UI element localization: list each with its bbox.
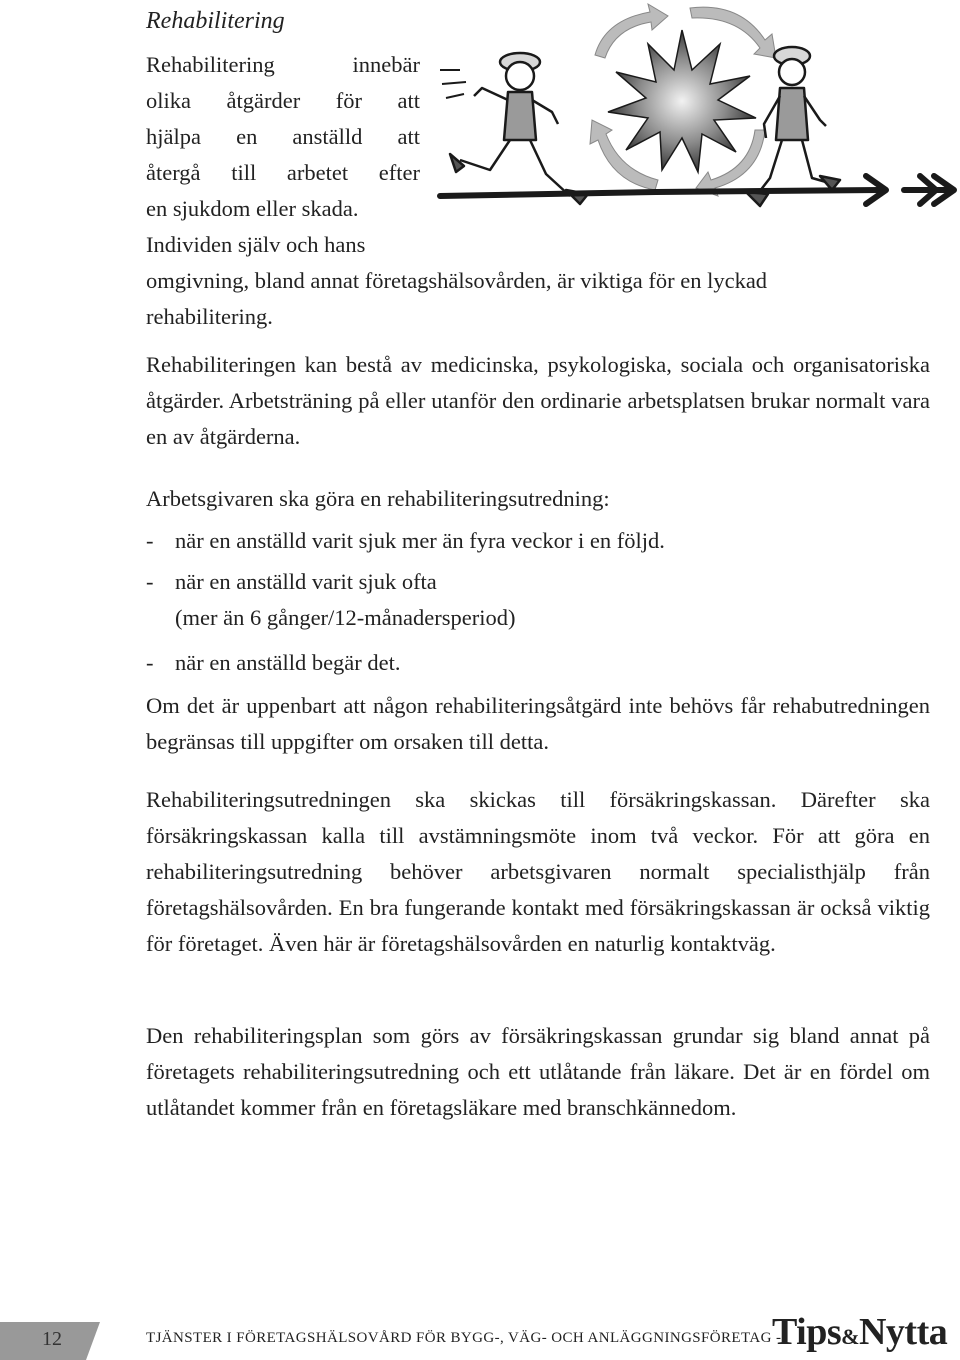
footer-text: TJÄNSTER I FÖRETAGSHÄLSOVÅRD FÖR BYGG-, VÄG- OCH ANLÄGGNINGSFÖRETAG - [146, 1330, 782, 1346]
list-item [146, 523, 930, 559]
intro-line: hjälpa en anställd att [146, 124, 420, 149]
running-worker-icon [440, 53, 588, 204]
paragraph-limitation: Om det är uppenbart att någon rehabiliteringsåtgärd inte behövs får rehabutredningen begränsas till uppgifter om orsaken till detta. [146, 693, 930, 754]
list-dash: - [146, 569, 154, 594]
list-item [146, 645, 930, 681]
list-item [146, 564, 930, 636]
list-dash: - [146, 650, 154, 675]
intro-line: rehabilitering. [146, 304, 273, 329]
list-text: när en anställd varit sjuk ofta [175, 569, 437, 594]
paragraph-measures: Rehabiliteringen kan bestå av medicinska, psykologiska, sociala och organisatoriska åtgärder. Arbetsträning på eller utanför den ordinarie arbetsplatsen brukar normalt vara en av åtgärderna. [146, 352, 930, 449]
paragraph-employer-duty: Arbetsgivaren ska göra en rehabiliteringsutredning: [146, 486, 610, 511]
rehabilitation-illustration [420, 0, 960, 240]
intro-line: återgå till arbetet efter [146, 160, 420, 185]
section-heading: Rehabilitering [146, 8, 285, 34]
list-dash: - [146, 528, 154, 553]
intro-line: Rehabilitering innebär [146, 52, 420, 77]
forward-arrow-icon [440, 176, 954, 204]
intro-line: omgivning, bland annat företagshälsovården, är viktiga för en lyckad [146, 268, 768, 293]
burst-icon [608, 30, 756, 172]
paragraph-insurance: Rehabiliteringsutredningen ska skickas till försäkringskassan. Därefter ska försäkringskassan kalla till avstämningsmöte inom två veckor. För att göra en rehabiliteringsutredning behöver arbetsgivaren normalt specialisthjälp från företagshälsovården. En bra fungerande kontakt med försäkringskassan är också viktig för företaget. Även här är företagshälsovården en naturlig kontaktväg. [146, 787, 930, 956]
intro-line: en sjukdom eller skada. [146, 196, 359, 221]
logo-part-tips: Tips [772, 1311, 842, 1353]
intro-line: Individen själv och hans [146, 232, 366, 257]
list-text: när en anställd begär det. [175, 650, 401, 675]
brand-logo [772, 1310, 947, 1354]
list-text: när en anställd varit sjuk mer än fyra veckor i en följd. [175, 528, 665, 553]
page-number: 12 [42, 1328, 62, 1350]
intro-line: olika åtgärder för att [146, 88, 420, 113]
list-text-continuation: (mer än 6 gånger/12-månadersperiod) [175, 605, 516, 630]
walking-worker-icon [746, 47, 840, 206]
paragraph-rehab-plan: Den rehabiliteringsplan som görs av försäkringskassan grundar sig bland annat på företagets rehabiliteringsutredning och ett utlåtande från läkare. Det är en fördel om utlåtandet kommer från en företagsläkare med branschkännedom. [146, 1023, 930, 1120]
logo-ampersand: & [841, 1324, 859, 1349]
page-footer [0, 1306, 960, 1356]
logo-part-nytta: Nytta [858, 1311, 948, 1353]
